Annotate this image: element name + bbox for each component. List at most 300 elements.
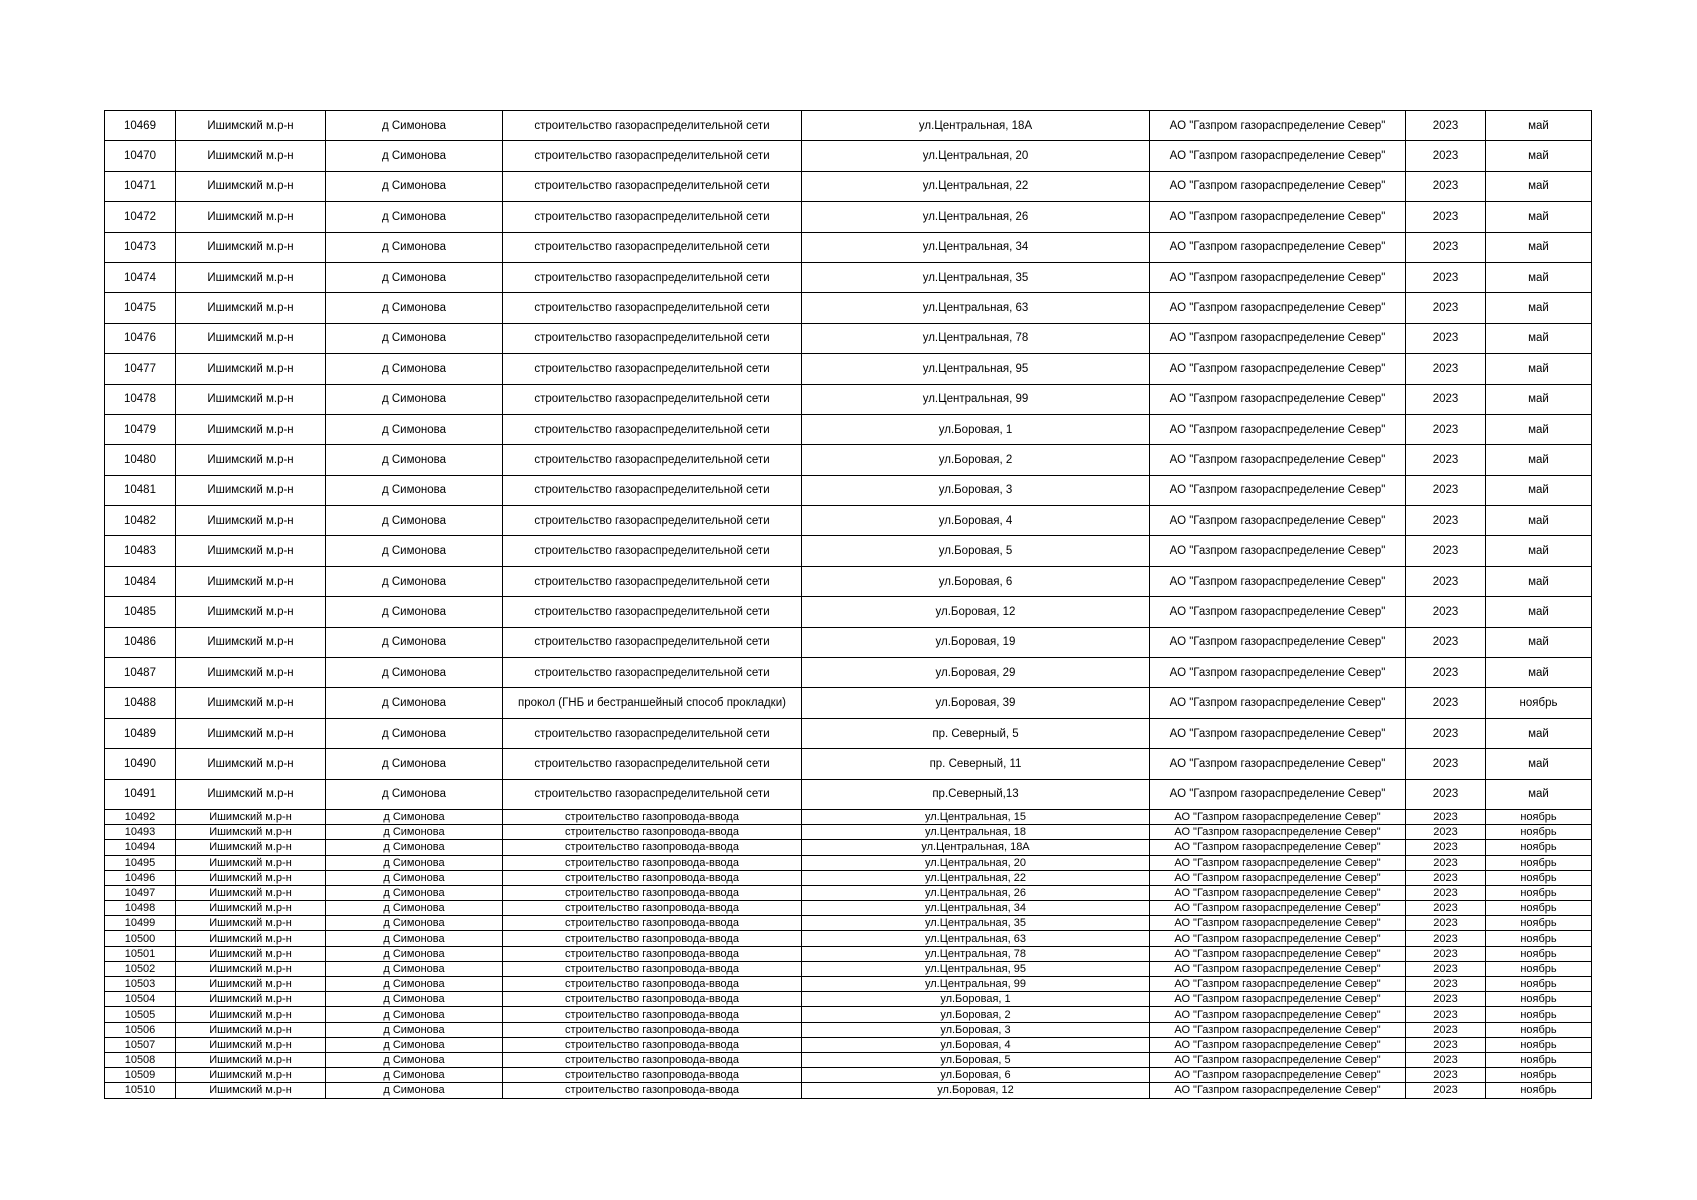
row-number-cell: 10505: [105, 1007, 176, 1022]
district-cell: Ишимский м.р-н: [176, 901, 326, 916]
organization-cell: АО "Газпром газораспределение Север": [1150, 1022, 1406, 1037]
settlement-cell: д Симонова: [326, 414, 503, 444]
address-cell: ул.Боровая, 6: [802, 1068, 1150, 1083]
work-type-cell: строительство газораспределительной сети: [503, 232, 802, 262]
month-cell: май: [1486, 111, 1592, 141]
month-cell: май: [1486, 414, 1592, 444]
table-row: [105, 977, 1592, 992]
work-type-cell: строительство газораспределительной сети: [503, 749, 802, 779]
settlement-cell: д Симонова: [326, 445, 503, 475]
work-type-cell: строительство газораспределительной сети: [503, 141, 802, 171]
row-number-cell: 10491: [105, 779, 176, 809]
district-cell: Ишимский м.р-н: [176, 506, 326, 536]
row-number-cell: 10492: [105, 809, 176, 824]
table-row: [105, 916, 1592, 931]
address-cell: ул.Центральная, 22: [802, 171, 1150, 201]
district-cell: Ишимский м.р-н: [176, 977, 326, 992]
work-type-cell: строительство газораспределительной сети: [503, 171, 802, 201]
year-cell: 2023: [1406, 779, 1486, 809]
row-number-cell: 10476: [105, 323, 176, 353]
district-cell: Ишимский м.р-н: [176, 445, 326, 475]
district-cell: Ишимский м.р-н: [176, 1022, 326, 1037]
address-cell: пр.Северный,13: [802, 779, 1150, 809]
settlement-cell: д Симонова: [326, 1068, 503, 1083]
address-cell: ул.Центральная, 99: [802, 977, 1150, 992]
organization-cell: АО "Газпром газораспределение Север": [1150, 901, 1406, 916]
work-type-cell: строительство газопровода-ввода: [503, 992, 802, 1007]
organization-cell: АО "Газпром газораспределение Север": [1150, 566, 1406, 596]
district-cell: Ишимский м.р-н: [176, 885, 326, 900]
organization-cell: АО "Газпром газораспределение Север": [1150, 885, 1406, 900]
month-cell: май: [1486, 293, 1592, 323]
row-number-cell: 10502: [105, 961, 176, 976]
district-cell: Ишимский м.р-н: [176, 688, 326, 718]
address-cell: ул.Боровая, 12: [802, 597, 1150, 627]
row-number-cell: 10477: [105, 354, 176, 384]
district-cell: Ишимский м.р-н: [176, 931, 326, 946]
month-cell: май: [1486, 384, 1592, 414]
month-cell: ноябрь: [1486, 855, 1592, 870]
year-cell: 2023: [1406, 658, 1486, 688]
year-cell: 2023: [1406, 916, 1486, 931]
work-type-cell: строительство газораспределительной сети: [503, 262, 802, 292]
row-number-cell: 10495: [105, 855, 176, 870]
settlement-cell: д Симонова: [326, 1083, 503, 1098]
year-cell: 2023: [1406, 688, 1486, 718]
year-cell: 2023: [1406, 566, 1486, 596]
district-cell: Ишимский м.р-н: [176, 354, 326, 384]
month-cell: май: [1486, 658, 1592, 688]
organization-cell: АО "Газпром газораспределение Север": [1150, 171, 1406, 201]
month-cell: ноябрь: [1486, 946, 1592, 961]
year-cell: 2023: [1406, 597, 1486, 627]
organization-cell: АО "Газпром газораспределение Север": [1150, 977, 1406, 992]
row-number-cell: 10508: [105, 1052, 176, 1067]
year-cell: 2023: [1406, 384, 1486, 414]
address-cell: ул.Боровая, 29: [802, 658, 1150, 688]
table-row: [105, 855, 1592, 870]
table-row: [105, 323, 1592, 353]
month-cell: май: [1486, 445, 1592, 475]
work-type-cell: строительство газопровода-ввода: [503, 1052, 802, 1067]
settlement-cell: д Симонова: [326, 354, 503, 384]
settlement-cell: д Симонова: [326, 992, 503, 1007]
table-row: [105, 885, 1592, 900]
settlement-cell: д Симонова: [326, 901, 503, 916]
row-number-cell: 10482: [105, 506, 176, 536]
settlement-cell: д Симонова: [326, 293, 503, 323]
table-row: [105, 718, 1592, 748]
address-cell: ул.Центральная, 78: [802, 946, 1150, 961]
table-row: [105, 506, 1592, 536]
address-cell: ул.Центральная, 34: [802, 232, 1150, 262]
table-row: [105, 202, 1592, 232]
year-cell: 2023: [1406, 992, 1486, 1007]
settlement-cell: д Симонова: [326, 566, 503, 596]
year-cell: 2023: [1406, 1052, 1486, 1067]
year-cell: 2023: [1406, 475, 1486, 505]
month-cell: ноябрь: [1486, 840, 1592, 855]
address-cell: пр. Северный, 11: [802, 749, 1150, 779]
address-cell: ул.Центральная, 18А: [802, 111, 1150, 141]
settlement-cell: д Симонова: [326, 931, 503, 946]
row-number-cell: 10497: [105, 885, 176, 900]
work-type-cell: строительство газопровода-ввода: [503, 931, 802, 946]
row-number-cell: 10501: [105, 946, 176, 961]
organization-cell: АО "Газпром газораспределение Север": [1150, 597, 1406, 627]
settlement-cell: д Симонова: [326, 977, 503, 992]
settlement-cell: д Симонова: [326, 946, 503, 961]
month-cell: ноябрь: [1486, 961, 1592, 976]
row-number-cell: 10472: [105, 202, 176, 232]
table-row: [105, 262, 1592, 292]
district-cell: Ишимский м.р-н: [176, 202, 326, 232]
table-row: [105, 961, 1592, 976]
work-type-cell: строительство газораспределительной сети: [503, 445, 802, 475]
table-row: [105, 111, 1592, 141]
district-cell: Ишимский м.р-н: [176, 718, 326, 748]
organization-cell: АО "Газпром газораспределение Север": [1150, 475, 1406, 505]
row-number-cell: 10484: [105, 566, 176, 596]
organization-cell: АО "Газпром газораспределение Север": [1150, 1007, 1406, 1022]
row-number-cell: 10487: [105, 658, 176, 688]
year-cell: 2023: [1406, 293, 1486, 323]
district-cell: Ишимский м.р-н: [176, 232, 326, 262]
table-row: [105, 825, 1592, 840]
year-cell: 2023: [1406, 946, 1486, 961]
organization-cell: АО "Газпром газораспределение Север": [1150, 992, 1406, 1007]
organization-cell: АО "Газпром газораспределение Север": [1150, 141, 1406, 171]
work-type-cell: строительство газопровода-ввода: [503, 1007, 802, 1022]
address-cell: ул.Центральная, 63: [802, 931, 1150, 946]
address-cell: ул.Боровая, 6: [802, 566, 1150, 596]
work-type-cell: строительство газораспределительной сети: [503, 627, 802, 657]
work-type-cell: строительство газораспределительной сети: [503, 536, 802, 566]
row-number-cell: 10473: [105, 232, 176, 262]
work-type-cell: строительство газораспределительной сети: [503, 414, 802, 444]
work-type-cell: строительство газораспределительной сети: [503, 597, 802, 627]
table-row: [105, 1037, 1592, 1052]
row-number-cell: 10499: [105, 916, 176, 931]
organization-cell: АО "Газпром газораспределение Север": [1150, 809, 1406, 824]
table-row: [105, 809, 1592, 824]
month-cell: ноябрь: [1486, 1007, 1592, 1022]
district-cell: Ишимский м.р-н: [176, 414, 326, 444]
month-cell: май: [1486, 749, 1592, 779]
organization-cell: АО "Газпром газораспределение Север": [1150, 658, 1406, 688]
year-cell: 2023: [1406, 855, 1486, 870]
table-row: [105, 946, 1592, 961]
row-number-cell: 10496: [105, 870, 176, 885]
district-cell: Ишимский м.р-н: [176, 779, 326, 809]
address-cell: ул.Боровая, 1: [802, 414, 1150, 444]
month-cell: май: [1486, 475, 1592, 505]
district-cell: Ишимский м.р-н: [176, 262, 326, 292]
row-number-cell: 10488: [105, 688, 176, 718]
district-cell: Ишимский м.р-н: [176, 597, 326, 627]
organization-cell: АО "Газпром газораспределение Север": [1150, 384, 1406, 414]
table-row: [105, 870, 1592, 885]
settlement-cell: д Симонова: [326, 202, 503, 232]
month-cell: ноябрь: [1486, 901, 1592, 916]
table-row: [105, 354, 1592, 384]
row-number-cell: 10485: [105, 597, 176, 627]
district-cell: Ишимский м.р-н: [176, 323, 326, 353]
gas-network-table: [104, 110, 1592, 1099]
month-cell: ноябрь: [1486, 931, 1592, 946]
month-cell: май: [1486, 627, 1592, 657]
row-number-cell: 10481: [105, 475, 176, 505]
settlement-cell: д Симонова: [326, 627, 503, 657]
district-cell: Ишимский м.р-н: [176, 627, 326, 657]
table-row: [105, 901, 1592, 916]
table-row: [105, 171, 1592, 201]
table-row: [105, 1083, 1592, 1098]
organization-cell: АО "Газпром газораспределение Север": [1150, 232, 1406, 262]
month-cell: ноябрь: [1486, 992, 1592, 1007]
table-row: [105, 779, 1592, 809]
row-number-cell: 10489: [105, 718, 176, 748]
organization-cell: АО "Газпром газораспределение Север": [1150, 536, 1406, 566]
organization-cell: АО "Газпром газораспределение Север": [1150, 262, 1406, 292]
work-type-cell: строительство газопровода-ввода: [503, 885, 802, 900]
address-cell: ул.Боровая, 2: [802, 445, 1150, 475]
month-cell: май: [1486, 779, 1592, 809]
month-cell: май: [1486, 141, 1592, 171]
year-cell: 2023: [1406, 414, 1486, 444]
organization-cell: АО "Газпром газораспределение Север": [1150, 1068, 1406, 1083]
settlement-cell: д Симонова: [326, 870, 503, 885]
work-type-cell: строительство газопровода-ввода: [503, 870, 802, 885]
organization-cell: АО "Газпром газораспределение Север": [1150, 779, 1406, 809]
year-cell: 2023: [1406, 627, 1486, 657]
settlement-cell: д Симонова: [326, 855, 503, 870]
table-row: [105, 232, 1592, 262]
district-cell: Ишимский м.р-н: [176, 1083, 326, 1098]
address-cell: ул.Центральная, 78: [802, 323, 1150, 353]
year-cell: 2023: [1406, 901, 1486, 916]
table-row: [105, 566, 1592, 596]
year-cell: 2023: [1406, 202, 1486, 232]
organization-cell: АО "Газпром газораспределение Север": [1150, 688, 1406, 718]
table-body: [105, 111, 1592, 1099]
address-cell: ул.Боровая, 4: [802, 1037, 1150, 1052]
year-cell: 2023: [1406, 171, 1486, 201]
table-row: [105, 475, 1592, 505]
month-cell: ноябрь: [1486, 809, 1592, 824]
work-type-cell: строительство газораспределительной сети: [503, 202, 802, 232]
organization-cell: АО "Газпром газораспределение Север": [1150, 354, 1406, 384]
settlement-cell: д Симонова: [326, 232, 503, 262]
row-number-cell: 10494: [105, 840, 176, 855]
month-cell: май: [1486, 354, 1592, 384]
work-type-cell: строительство газораспределительной сети: [503, 506, 802, 536]
district-cell: Ишимский м.р-н: [176, 870, 326, 885]
row-number-cell: 10470: [105, 141, 176, 171]
month-cell: ноябрь: [1486, 1022, 1592, 1037]
month-cell: май: [1486, 597, 1592, 627]
address-cell: ул.Боровая, 19: [802, 627, 1150, 657]
district-cell: Ишимский м.р-н: [176, 749, 326, 779]
address-cell: ул.Боровая, 3: [802, 1022, 1150, 1037]
address-cell: ул.Боровая, 12: [802, 1083, 1150, 1098]
year-cell: 2023: [1406, 977, 1486, 992]
organization-cell: АО "Газпром газораспределение Север": [1150, 961, 1406, 976]
row-number-cell: 10478: [105, 384, 176, 414]
organization-cell: АО "Газпром газораспределение Север": [1150, 1052, 1406, 1067]
district-cell: Ишимский м.р-н: [176, 1037, 326, 1052]
row-number-cell: 10469: [105, 111, 176, 141]
organization-cell: АО "Газпром газораспределение Север": [1150, 916, 1406, 931]
work-type-cell: строительство газопровода-ввода: [503, 825, 802, 840]
work-type-cell: строительство газораспределительной сети: [503, 293, 802, 323]
organization-cell: АО "Газпром газораспределение Север": [1150, 825, 1406, 840]
table-row: [105, 931, 1592, 946]
row-number-cell: 10504: [105, 992, 176, 1007]
row-number-cell: 10509: [105, 1068, 176, 1083]
work-type-cell: строительство газопровода-ввода: [503, 855, 802, 870]
settlement-cell: д Симонова: [326, 840, 503, 855]
address-cell: ул.Центральная, 35: [802, 916, 1150, 931]
month-cell: май: [1486, 202, 1592, 232]
settlement-cell: д Симонова: [326, 688, 503, 718]
year-cell: 2023: [1406, 840, 1486, 855]
organization-cell: АО "Газпром газораспределение Север": [1150, 718, 1406, 748]
address-cell: ул.Боровая, 4: [802, 506, 1150, 536]
work-type-cell: строительство газопровода-ввода: [503, 1022, 802, 1037]
month-cell: ноябрь: [1486, 1083, 1592, 1098]
organization-cell: АО "Газпром газораспределение Север": [1150, 749, 1406, 779]
month-cell: ноябрь: [1486, 688, 1592, 718]
address-cell: пр. Северный, 5: [802, 718, 1150, 748]
year-cell: 2023: [1406, 506, 1486, 536]
address-cell: ул.Центральная, 22: [802, 870, 1150, 885]
work-type-cell: строительство газораспределительной сети: [503, 111, 802, 141]
row-number-cell: 10498: [105, 901, 176, 916]
district-cell: Ишимский м.р-н: [176, 946, 326, 961]
settlement-cell: д Симонова: [326, 961, 503, 976]
year-cell: 2023: [1406, 354, 1486, 384]
settlement-cell: д Симонова: [326, 718, 503, 748]
table-row: [105, 141, 1592, 171]
organization-cell: АО "Газпром газораспределение Север": [1150, 1083, 1406, 1098]
settlement-cell: д Симонова: [326, 1037, 503, 1052]
year-cell: 2023: [1406, 445, 1486, 475]
row-number-cell: 10507: [105, 1037, 176, 1052]
month-cell: май: [1486, 323, 1592, 353]
work-type-cell: строительство газораспределительной сети: [503, 384, 802, 414]
table-row: [105, 1068, 1592, 1083]
row-number-cell: 10500: [105, 931, 176, 946]
district-cell: Ишимский м.р-н: [176, 111, 326, 141]
settlement-cell: д Симонова: [326, 475, 503, 505]
table-row: [105, 1022, 1592, 1037]
row-number-cell: 10486: [105, 627, 176, 657]
table-row: [105, 597, 1592, 627]
year-cell: 2023: [1406, 870, 1486, 885]
settlement-cell: д Симонова: [326, 916, 503, 931]
row-number-cell: 10483: [105, 536, 176, 566]
month-cell: ноябрь: [1486, 1037, 1592, 1052]
organization-cell: АО "Газпром газораспределение Север": [1150, 627, 1406, 657]
work-type-cell: строительство газораспределительной сети: [503, 718, 802, 748]
organization-cell: АО "Газпром газораспределение Север": [1150, 506, 1406, 536]
table-row: [105, 384, 1592, 414]
settlement-cell: д Симонова: [326, 536, 503, 566]
address-cell: ул.Боровая, 3: [802, 475, 1150, 505]
table-row: [105, 445, 1592, 475]
work-type-cell: строительство газопровода-ввода: [503, 840, 802, 855]
organization-cell: АО "Газпром газораспределение Север": [1150, 1037, 1406, 1052]
row-number-cell: 10471: [105, 171, 176, 201]
district-cell: Ишимский м.р-н: [176, 916, 326, 931]
table-row: [105, 536, 1592, 566]
district-cell: Ишимский м.р-н: [176, 384, 326, 414]
work-type-cell: строительство газораспределительной сети: [503, 475, 802, 505]
address-cell: ул.Боровая, 2: [802, 1007, 1150, 1022]
month-cell: май: [1486, 506, 1592, 536]
year-cell: 2023: [1406, 809, 1486, 824]
district-cell: Ишимский м.р-н: [176, 855, 326, 870]
address-cell: ул.Центральная, 35: [802, 262, 1150, 292]
settlement-cell: д Симонова: [326, 749, 503, 779]
settlement-cell: д Симонова: [326, 323, 503, 353]
district-cell: Ишимский м.р-н: [176, 825, 326, 840]
organization-cell: АО "Газпром газораспределение Север": [1150, 840, 1406, 855]
month-cell: ноябрь: [1486, 825, 1592, 840]
table-row: [105, 688, 1592, 718]
district-cell: Ишимский м.р-н: [176, 961, 326, 976]
table-row: [105, 1052, 1592, 1067]
row-number-cell: 10480: [105, 445, 176, 475]
row-number-cell: 10490: [105, 749, 176, 779]
address-cell: ул.Центральная, 63: [802, 293, 1150, 323]
district-cell: Ишимский м.р-н: [176, 566, 326, 596]
address-cell: ул.Боровая, 1: [802, 992, 1150, 1007]
month-cell: ноябрь: [1486, 870, 1592, 885]
row-number-cell: 10506: [105, 1022, 176, 1037]
settlement-cell: д Симонова: [326, 825, 503, 840]
settlement-cell: д Симонова: [326, 597, 503, 627]
work-type-cell: строительство газораспределительной сети: [503, 566, 802, 596]
settlement-cell: д Симонова: [326, 1022, 503, 1037]
district-cell: Ишимский м.р-н: [176, 1007, 326, 1022]
year-cell: 2023: [1406, 718, 1486, 748]
year-cell: 2023: [1406, 825, 1486, 840]
table-row: [105, 840, 1592, 855]
address-cell: ул.Центральная, 99: [802, 384, 1150, 414]
settlement-cell: д Симонова: [326, 171, 503, 201]
district-cell: Ишимский м.р-н: [176, 171, 326, 201]
address-cell: ул.Центральная, 20: [802, 141, 1150, 171]
row-number-cell: 10503: [105, 977, 176, 992]
work-type-cell: строительство газораспределительной сети: [503, 779, 802, 809]
address-cell: ул.Центральная, 26: [802, 885, 1150, 900]
organization-cell: АО "Газпром газораспределение Север": [1150, 111, 1406, 141]
work-type-cell: прокол (ГНБ и бестраншейный способ прокладки): [503, 688, 802, 718]
year-cell: 2023: [1406, 961, 1486, 976]
month-cell: май: [1486, 171, 1592, 201]
year-cell: 2023: [1406, 323, 1486, 353]
address-cell: ул.Центральная, 95: [802, 961, 1150, 976]
district-cell: Ишимский м.р-н: [176, 141, 326, 171]
work-type-cell: строительство газораспределительной сети: [503, 323, 802, 353]
row-number-cell: 10475: [105, 293, 176, 323]
year-cell: 2023: [1406, 536, 1486, 566]
month-cell: май: [1486, 262, 1592, 292]
district-cell: Ишимский м.р-н: [176, 1052, 326, 1067]
district-cell: Ишимский м.р-н: [176, 475, 326, 505]
